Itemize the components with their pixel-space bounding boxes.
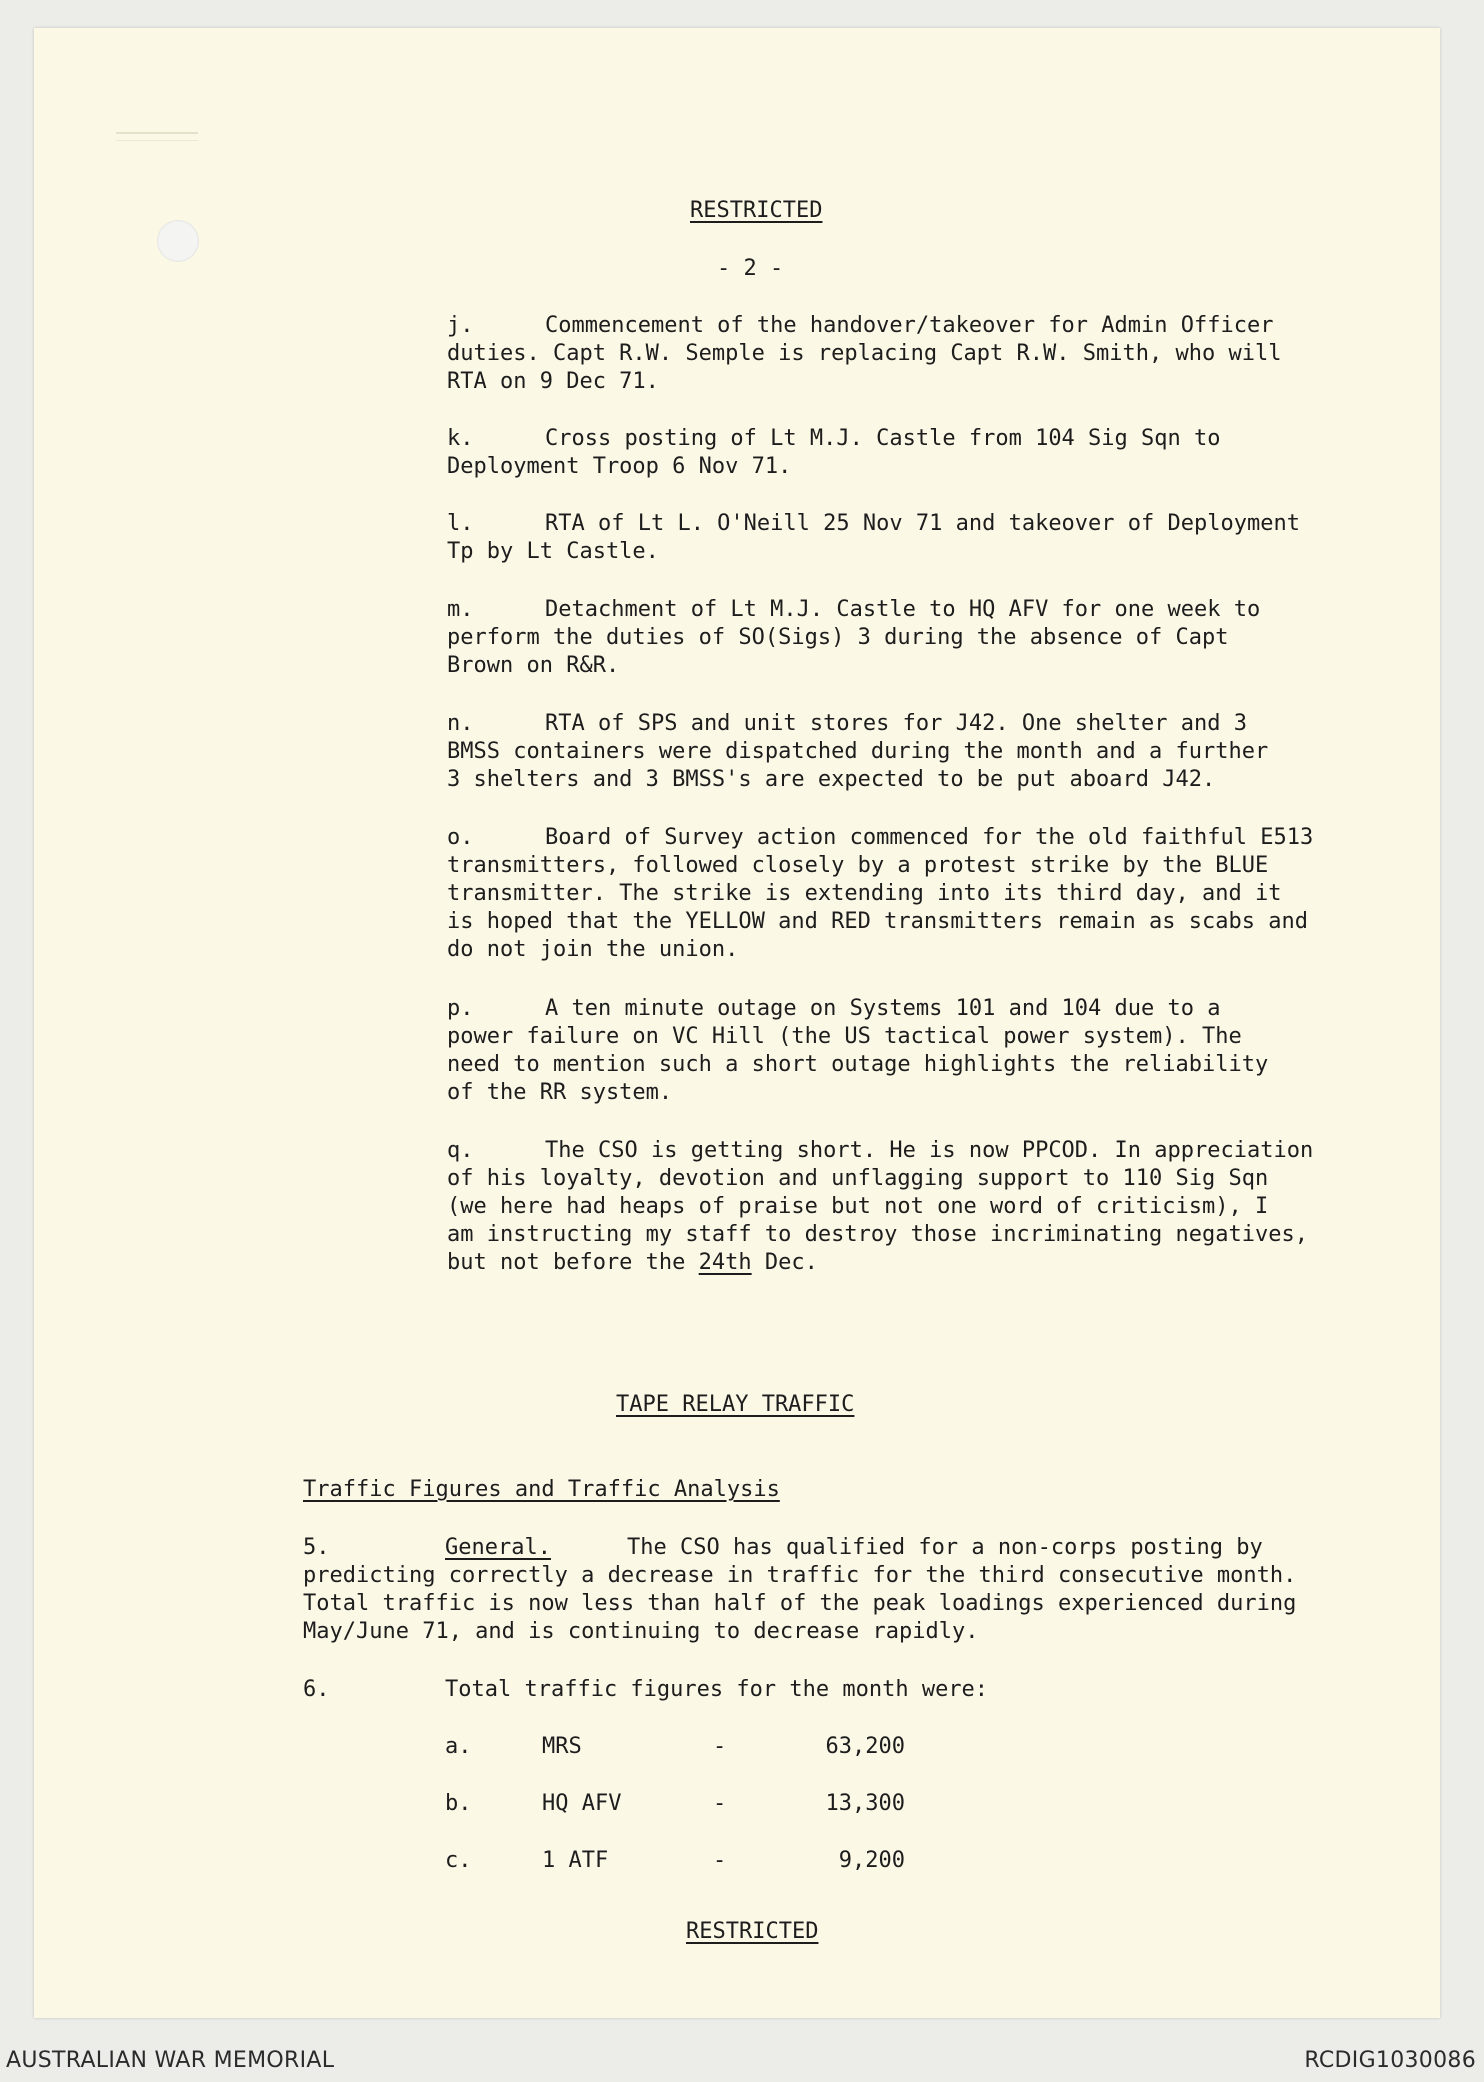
archive-institution: AUSTRALIAN WAR MEMORIAL [6, 2048, 335, 2073]
item-line: transmitters, followed closely by a protest strike by the BLUE [447, 853, 1269, 878]
item-line: Brown on R&R. [447, 653, 620, 678]
text-segment: Dec. [751, 1250, 818, 1275]
item-letter: l. [447, 511, 474, 536]
list-item-n [447, 710, 1407, 794]
item-line: perform the duties of SO(Sigs) 3 during the absence of Capt [447, 625, 1229, 650]
item-line: BMSS containers were dispatched during the month and a further [447, 739, 1269, 764]
item-line: transmitter. The strike is extending into its third day, and it [447, 881, 1282, 906]
figure-value: 13,300 [825, 1791, 905, 1816]
item-line: power failure on VC Hill (the US tactical power system). The [447, 1024, 1242, 1049]
section-subtitle: Traffic Figures and Traffic Analysis [303, 1477, 780, 1502]
figure-dash: - [713, 1791, 727, 1816]
list-item-p [447, 995, 1407, 1107]
figure-letter: c. [445, 1848, 472, 1873]
figure-letter: a. [445, 1734, 472, 1759]
list-item-o [447, 824, 1407, 964]
item-line: of the RR system. [447, 1080, 673, 1105]
figure-letter: b. [445, 1791, 472, 1816]
item-letter: o. [447, 825, 474, 850]
item-line: Tp by Lt Castle. [447, 539, 659, 564]
item-line: Deployment Troop 6 Nov 71. [447, 454, 792, 479]
item-letter: n. [447, 711, 474, 736]
item-line: A ten minute outage on Systems 101 and 104 due to a [545, 996, 1221, 1021]
traffic-figure-row [445, 1733, 945, 1761]
figure-name: HQ AFV [542, 1791, 622, 1816]
traffic-figure-row [445, 1847, 945, 1875]
list-item-k [447, 425, 1407, 481]
section-title: TAPE RELAY TRAFFIC [616, 1392, 855, 1417]
paragraph-heading: General. [445, 1535, 551, 1560]
list-item-j [447, 312, 1407, 396]
page-number: - 2 - [717, 256, 784, 281]
item-line: Board of Survey action commenced for the old faithful E513 [545, 825, 1314, 850]
item-line: duties. Capt R.W. Semple is replacing Capt R.W. Smith, who will [447, 341, 1282, 366]
classification-header: RESTRICTED [690, 198, 823, 223]
item-letter: k. [447, 426, 474, 451]
item-line: do not join the union. [447, 937, 739, 962]
figure-dash: - [713, 1848, 727, 1873]
figure-name: 1 ATF [542, 1848, 609, 1873]
item-line: RTA of SPS and unit stores for J42. One shelter and 3 [545, 711, 1247, 736]
paragraph-6-text: Total traffic figures for the month were: [445, 1677, 989, 1702]
item-line: am instructing my staff to destroy those incriminating negatives, [447, 1222, 1308, 1247]
paragraph-5 [303, 1534, 1403, 1646]
text-segment: but not before the [447, 1250, 699, 1275]
traffic-figure-row [445, 1790, 945, 1818]
paragraph-line: Total traffic is now less than half of the peak loadings experienced during [303, 1591, 1297, 1616]
item-letter: p. [447, 996, 474, 1021]
item-letter: m. [447, 597, 474, 622]
item-line: RTA of Lt L. O'Neill 25 Nov 71 and takeover of Deployment [545, 511, 1300, 536]
item-line: Detachment of Lt M.J. Castle to HQ AFV for one week to [545, 597, 1261, 622]
paragraph-line: May/June 71, and is continuing to decrease rapidly. [303, 1619, 979, 1644]
item-letter: j. [447, 313, 474, 338]
paragraph-number: 6. [303, 1677, 330, 1702]
figure-name: MRS [542, 1734, 582, 1759]
list-item-q [447, 1137, 1407, 1277]
item-line: (we here had heaps of praise but not one word of criticism), I [447, 1194, 1269, 1219]
paragraph-line: predicting correctly a decrease in traffic for the third consecutive month. [303, 1563, 1297, 1588]
list-item-l [447, 510, 1407, 566]
item-line: The CSO is getting short. He is now PPCOD. In appreciation [545, 1138, 1314, 1163]
item-letter: q. [447, 1138, 474, 1163]
archive-reference: RCDIG1030086 [1304, 2048, 1476, 2073]
figure-value: 63,200 [825, 1734, 905, 1759]
figure-dash: - [713, 1734, 727, 1759]
item-line: 3 shelters and 3 BMSS's are expected to be put aboard J42. [447, 767, 1216, 792]
item-line-last [447, 1249, 1407, 1277]
item-line: is hoped that the YELLOW and RED transmitters remain as scabs and [447, 909, 1308, 934]
list-item-m [447, 596, 1407, 680]
item-line: of his loyalty, devotion and unflagging support to 110 Sig Sqn [447, 1166, 1269, 1191]
item-line: Cross posting of Lt M.J. Castle from 104 Sig Sqn to [545, 426, 1221, 451]
item-line: need to mention such a short outage highlights the reliability [447, 1052, 1269, 1077]
classification-footer: RESTRICTED [686, 1919, 819, 1944]
item-line: RTA on 9 Dec 71. [447, 369, 659, 394]
paragraph-number: 5. [303, 1535, 330, 1560]
figure-value: 9,200 [838, 1848, 905, 1873]
underlined-date: 24th [698, 1250, 752, 1275]
item-line: Commencement of the handover/takeover for Admin Officer [545, 313, 1274, 338]
paragraph-line: The CSO has qualified for a non-corps posting by [627, 1535, 1263, 1560]
